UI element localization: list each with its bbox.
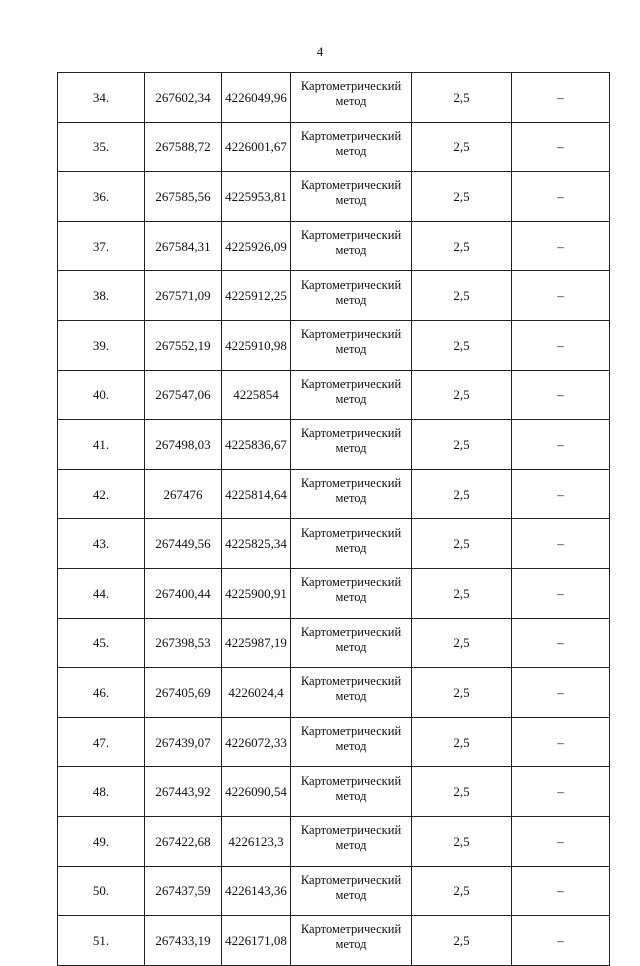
description-cell: – (512, 866, 610, 916)
point-number-cell: 42. (58, 469, 145, 519)
method-line-1: Картометрический (300, 922, 402, 937)
table-row (58, 420, 610, 470)
method-line-1: Картометрический (300, 228, 402, 243)
table-row (58, 320, 610, 370)
table-row (58, 122, 610, 172)
table-row (58, 816, 610, 866)
y-coordinate-cell: 4226072,33 (222, 717, 291, 767)
table-row (58, 271, 610, 321)
method-cell (291, 420, 412, 470)
point-number-cell: 47. (58, 717, 145, 767)
y-coordinate-cell: 4225814,64 (222, 469, 291, 519)
point-number-cell: 50. (58, 866, 145, 916)
point-number-cell: 37. (58, 221, 145, 271)
accuracy-cell: 2,5 (412, 73, 512, 123)
method-line-1: Картометрический (300, 525, 402, 540)
method-line-2: метод (335, 788, 367, 803)
method-line-1: Картометрический (300, 724, 402, 739)
method-cell (291, 916, 412, 966)
accuracy-cell: 2,5 (412, 717, 512, 767)
point-number-cell: 34. (58, 73, 145, 123)
accuracy-cell: 2,5 (412, 816, 512, 866)
y-coordinate-cell: 4226049,96 (222, 73, 291, 123)
accuracy-cell: 2,5 (412, 469, 512, 519)
description-cell: – (512, 172, 610, 222)
description-cell: – (512, 73, 610, 123)
point-number-cell: 49. (58, 816, 145, 866)
description-cell: – (512, 816, 610, 866)
y-coordinate-cell: 4225825,34 (222, 519, 291, 569)
table-row (58, 568, 610, 618)
method-line-2: метод (335, 391, 367, 406)
method-line-2: метод (335, 342, 367, 357)
method-cell (291, 816, 412, 866)
y-coordinate-cell: 4226143,36 (222, 866, 291, 916)
point-number-cell: 38. (58, 271, 145, 321)
description-cell: – (512, 519, 610, 569)
method-cell (291, 73, 412, 123)
point-number-cell: 44. (58, 568, 145, 618)
accuracy-cell: 2,5 (412, 172, 512, 222)
coordinates-table (57, 72, 610, 966)
point-number-cell: 46. (58, 668, 145, 718)
method-cell (291, 221, 412, 271)
point-number-cell: 39. (58, 320, 145, 370)
method-line-2: метод (335, 887, 367, 902)
method-cell (291, 370, 412, 420)
y-coordinate-cell: 4225912,25 (222, 271, 291, 321)
x-coordinate-cell: 267584,31 (145, 221, 222, 271)
method-cell (291, 469, 412, 519)
x-coordinate-cell: 267405,69 (145, 668, 222, 718)
description-cell: – (512, 668, 610, 718)
method-line-2: метод (335, 639, 367, 654)
method-line-1: Картометрический (300, 128, 402, 143)
accuracy-cell: 2,5 (412, 866, 512, 916)
x-coordinate-cell: 267439,07 (145, 717, 222, 767)
description-cell: – (512, 568, 610, 618)
table-row (58, 172, 610, 222)
x-coordinate-cell: 267437,59 (145, 866, 222, 916)
accuracy-cell: 2,5 (412, 668, 512, 718)
method-line-1: Картометрический (300, 624, 402, 639)
y-coordinate-cell: 4225926,09 (222, 221, 291, 271)
description-cell: – (512, 221, 610, 271)
table-row (58, 469, 610, 519)
method-line-2: метод (335, 94, 367, 109)
x-coordinate-cell: 267433,19 (145, 916, 222, 966)
table-row (58, 668, 610, 718)
x-coordinate-cell: 267547,06 (145, 370, 222, 420)
point-number-cell: 36. (58, 172, 145, 222)
y-coordinate-cell: 4225987,19 (222, 618, 291, 668)
point-number-cell: 51. (58, 916, 145, 966)
y-coordinate-cell: 4225836,67 (222, 420, 291, 470)
x-coordinate-cell: 267400,44 (145, 568, 222, 618)
accuracy-cell: 2,5 (412, 767, 512, 817)
description-cell: – (512, 717, 610, 767)
method-line-1: Картометрический (300, 476, 402, 491)
accuracy-cell: 2,5 (412, 122, 512, 172)
description-cell: – (512, 916, 610, 966)
method-line-2: метод (335, 193, 367, 208)
accuracy-cell: 2,5 (412, 568, 512, 618)
method-line-1: Картометрический (300, 277, 402, 292)
method-line-2: метод (335, 838, 367, 853)
y-coordinate-cell: 4226090,54 (222, 767, 291, 817)
table-row (58, 370, 610, 420)
table-row (58, 717, 610, 767)
table-row (58, 73, 610, 123)
y-coordinate-cell: 4225953,81 (222, 172, 291, 222)
x-coordinate-cell: 267422,68 (145, 816, 222, 866)
method-line-2: метод (335, 491, 367, 506)
description-cell: – (512, 370, 610, 420)
x-coordinate-cell: 267476 (145, 469, 222, 519)
description-cell: – (512, 271, 610, 321)
point-number-cell: 41. (58, 420, 145, 470)
method-cell (291, 519, 412, 569)
x-coordinate-cell: 267443,92 (145, 767, 222, 817)
point-number-cell: 45. (58, 618, 145, 668)
method-line-1: Картометрический (300, 575, 402, 590)
method-line-2: метод (335, 689, 367, 704)
accuracy-cell: 2,5 (412, 370, 512, 420)
method-line-2: метод (335, 292, 367, 307)
accuracy-cell: 2,5 (412, 916, 512, 966)
x-coordinate-cell: 267585,56 (145, 172, 222, 222)
x-coordinate-cell: 267602,34 (145, 73, 222, 123)
table-row (58, 221, 610, 271)
description-cell: – (512, 320, 610, 370)
method-line-2: метод (335, 243, 367, 258)
method-cell (291, 767, 412, 817)
x-coordinate-cell: 267571,09 (145, 271, 222, 321)
method-line-2: метод (335, 143, 367, 158)
method-line-1: Картометрический (300, 376, 402, 391)
method-line-1: Картометрический (300, 426, 402, 441)
x-coordinate-cell: 267588,72 (145, 122, 222, 172)
method-line-1: Картометрический (300, 872, 402, 887)
accuracy-cell: 2,5 (412, 221, 512, 271)
description-cell: – (512, 469, 610, 519)
method-cell (291, 568, 412, 618)
accuracy-cell: 2,5 (412, 271, 512, 321)
accuracy-cell: 2,5 (412, 320, 512, 370)
description-cell: – (512, 767, 610, 817)
method-line-2: метод (335, 590, 367, 605)
method-line-1: Картометрический (300, 823, 402, 838)
x-coordinate-cell: 267498,03 (145, 420, 222, 470)
method-line-1: Картометрический (300, 178, 402, 193)
x-coordinate-cell: 267449,56 (145, 519, 222, 569)
method-cell (291, 668, 412, 718)
description-cell: – (512, 618, 610, 668)
y-coordinate-cell: 4226001,67 (222, 122, 291, 172)
accuracy-cell: 2,5 (412, 420, 512, 470)
method-line-2: метод (335, 937, 367, 952)
x-coordinate-cell: 267398,53 (145, 618, 222, 668)
description-cell: – (512, 420, 610, 470)
coordinates-table-body (58, 73, 610, 966)
point-number-cell: 35. (58, 122, 145, 172)
table-row (58, 866, 610, 916)
method-cell (291, 122, 412, 172)
accuracy-cell: 2,5 (412, 519, 512, 569)
description-cell: – (512, 122, 610, 172)
table-row (58, 767, 610, 817)
y-coordinate-cell: 4225854 (222, 370, 291, 420)
table-row (58, 519, 610, 569)
method-line-1: Картометрический (300, 79, 402, 94)
y-coordinate-cell: 4226123,3 (222, 816, 291, 866)
x-coordinate-cell: 267552,19 (145, 320, 222, 370)
table-row (58, 618, 610, 668)
y-coordinate-cell: 4226024,4 (222, 668, 291, 718)
accuracy-cell: 2,5 (412, 618, 512, 668)
y-coordinate-cell: 4226171,08 (222, 916, 291, 966)
method-line-2: метод (335, 540, 367, 555)
table-row (58, 916, 610, 966)
y-coordinate-cell: 4225900,91 (222, 568, 291, 618)
method-line-1: Картометрический (300, 674, 402, 689)
method-cell (291, 172, 412, 222)
method-line-1: Картометрический (300, 773, 402, 788)
point-number-cell: 48. (58, 767, 145, 817)
y-coordinate-cell: 4225910,98 (222, 320, 291, 370)
point-number-cell: 43. (58, 519, 145, 569)
method-cell (291, 717, 412, 767)
point-number-cell: 40. (58, 370, 145, 420)
method-line-2: метод (335, 441, 367, 456)
method-cell (291, 618, 412, 668)
method-cell (291, 320, 412, 370)
page-number: 4 (316, 44, 324, 59)
method-cell (291, 271, 412, 321)
method-line-1: Картометрический (300, 327, 402, 342)
method-cell (291, 866, 412, 916)
method-line-2: метод (335, 739, 367, 754)
